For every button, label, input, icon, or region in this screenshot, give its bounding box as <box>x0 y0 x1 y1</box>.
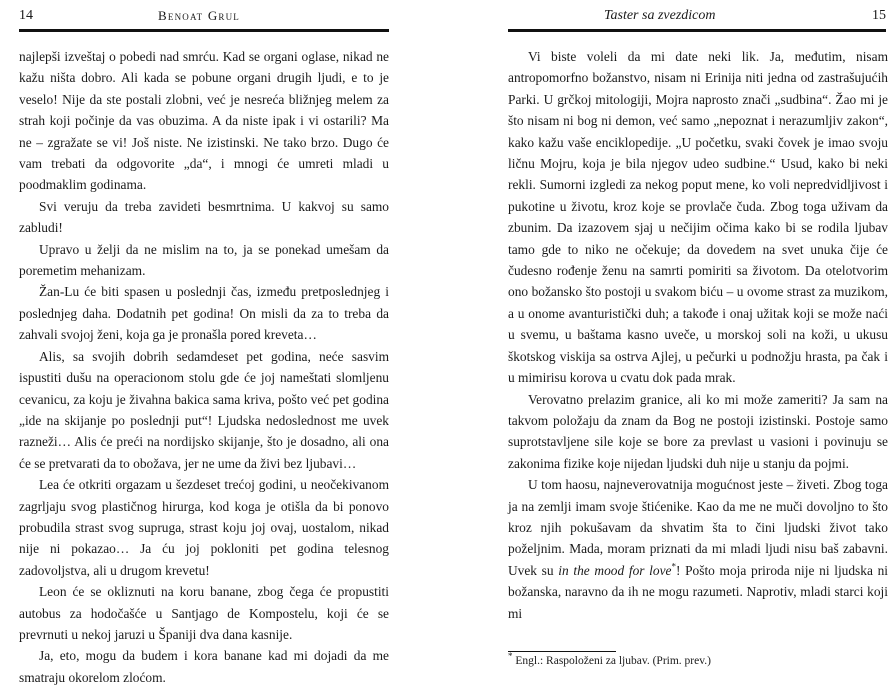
footnote-reference: * <box>671 561 676 572</box>
paragraph: Lea će otkriti orgazam u šezdeset trećoj godini, u neočekivanom zagrljaju svog plastičnog hirurga, kod koga je otišla da bi ponovo probudila strast svog supruga, strast koju joj ovaj, uostalom, nikad nije ni pokazao… Ja ću joj pokloniti pet godina telesnog zadovoljstva, ali u drugom krevetu! <box>19 477 389 578</box>
paragraph: Ja, eto, mogu da budem i kora banane kad mi dojadi da me smatraju okorelom zloćom. <box>19 648 389 685</box>
paragraph: Žan-Lu će biti spasen u poslednji čas, između pretposlednjeg i poslednjeg daha. Dodatnih pet godina! On misli da za to treba da zahvali svojoj ženi, koja ga je pronašla pored kreveta… <box>19 284 389 343</box>
left-header <box>19 0 389 29</box>
italic-phrase: in the mood for love <box>558 562 672 578</box>
paragraph: Vi biste voleli da mi date neki lik. Ja, međutim, nisam antropomorfno božanstvo, nisam ni Erinija niti jedna od zastrašujućih Parki. U grčkoj mitologiji, Mojra naprosto znači „sudbina“. Žao mi je što nisam ni bog ni demon, već samo „nepoznat i nerazumljiv zakon“, kako kažu vaše enciklopedije. „U početku, svaki čovek je imao svoju ličnu Mojru, koja je bila njegov udeo sudbine.“ Usud, kako bi neki rekli. Sumorni izgledi za nekog poput mene, ko voli nepredvidljivost i pukotine u životu, kroz koje se provlače čuda. Zbog toga uživam da zbunim. Da izazovem sjaj u nečijim očima kako bi se rodila ljubav tamo gde to niko ne očekuje; da dovedem na svet unuka čije će čudesno rođenje ženu na samrti pomiriti sa životom. Da otelotvorim ono božansko što postoji u svakom biću – u ovome strast za muzikom, a u onome avanturistički duh; a takođe i onaj užitak koji se može naći u svemu, u baštama kasno uveče, u morskoj soli na koži, u ukusu škotskog viskija sa ostrva Ajlej, u pečurki u podnožju hrasta, pa čak i u mimirisu korova u cvatu dok pada mrak. <box>508 49 888 386</box>
footnote-rule <box>508 651 616 652</box>
right-page-number: 15 <box>872 8 886 23</box>
paragraph <box>508 474 888 624</box>
left-header-rule <box>19 29 389 32</box>
footnote-mark: * <box>508 651 513 662</box>
right-page <box>488 0 893 700</box>
left-body-text <box>19 46 389 688</box>
right-header <box>508 0 886 29</box>
footnote <box>508 651 711 667</box>
paragraph: Verovatno prelazim granice, ali ko mi može zameriti? Ja sam na takvom položaju da znam da Bog ne postoji izistinski. Postoje samo suprotstavljene sile koje se bore za prevlast u vasioni i povinuju se zakonima fizike koje nijedan ljudski duh nije u stanju da pojmi. <box>508 391 888 471</box>
footnote-text: Engl.: Raspoloženi za ljubav. (Prim. prev.) <box>515 655 711 667</box>
paragraph-text: ! Pošto moja priroda nije ni ljudska ni božanska, naravno da ih ne mogu razumeti. Naprotiv, mladi starci koji mi <box>508 562 888 621</box>
paragraph: Leon će se okliznuti na koru banane, zbog čega će propustiti autobus za hodočašće u Santjago de Kompostelu, koji će se prevrnuti u nekoj jaruzi u Španiji dva dana kasnije. <box>19 584 389 642</box>
right-running-head: Taster sa zvezdicom <box>604 8 716 23</box>
left-running-head: Benoat Grul <box>158 8 241 23</box>
left-page-number: 14 <box>19 8 33 23</box>
paragraph: Upravo u želji da ne mislim na to, ja se ponekad umešam da poremetim mehanizam. <box>19 241 389 279</box>
right-body-text <box>508 46 888 624</box>
paragraph: Svi veruju da treba zavideti besmrtnima. U kakvoj su samo zabludi! <box>19 198 389 236</box>
left-page <box>0 0 402 700</box>
right-header-rule <box>508 29 886 32</box>
paragraph: najlepši izveštaj o pobedi nad smrću. Kad se organi oglase, nikad ne kažu ništa dobro. Ali kada se pobune organi drugih ljudi, e to je veselo! Nije da ste postali zlobni, već je nesreća bližnjeg melem za strah koji počinje da vas obuzima. A da niste ipak i vi ostarili? Ma ne – zgražate se vi! Još niste. Ne izistinski. Ne tako brzo. Dugo će vam trebati da odgovorite „da“, i mnogi će umreti mladi u poodmaklim godinama. <box>19 49 389 193</box>
paragraph-text: U tom haosu, najneverovatnija mogućnost jeste – živeti. Zbog toga ja na zemlji imam svoje štićenike. Kao da me ne muči dovoljno to što kroz njih pokušavam da shvatim šta to čini ljudski život tako poželjnim. Mada, moram priznati da mi mladi ljudi nisu baš zabavni. Uvek su <box>508 477 888 578</box>
paragraph: Alis, sa svojih dobrih sedamdeset pet godina, neće sasvim ispustiti dušu na operacionom stolu gde će joj nameštati slomljenu cevanicu, za koju je živahna bakica sama kriva, pošto već pet godina „ide na skijanje po poslednji put“! Ljudska nedoslednost me uvek razneži… Alis će preći na nordijsko skijanje, što je dosadno, ali ona će se pretvarati da to obožava, jer ne ume da živi bez ljubavi… <box>19 348 389 471</box>
